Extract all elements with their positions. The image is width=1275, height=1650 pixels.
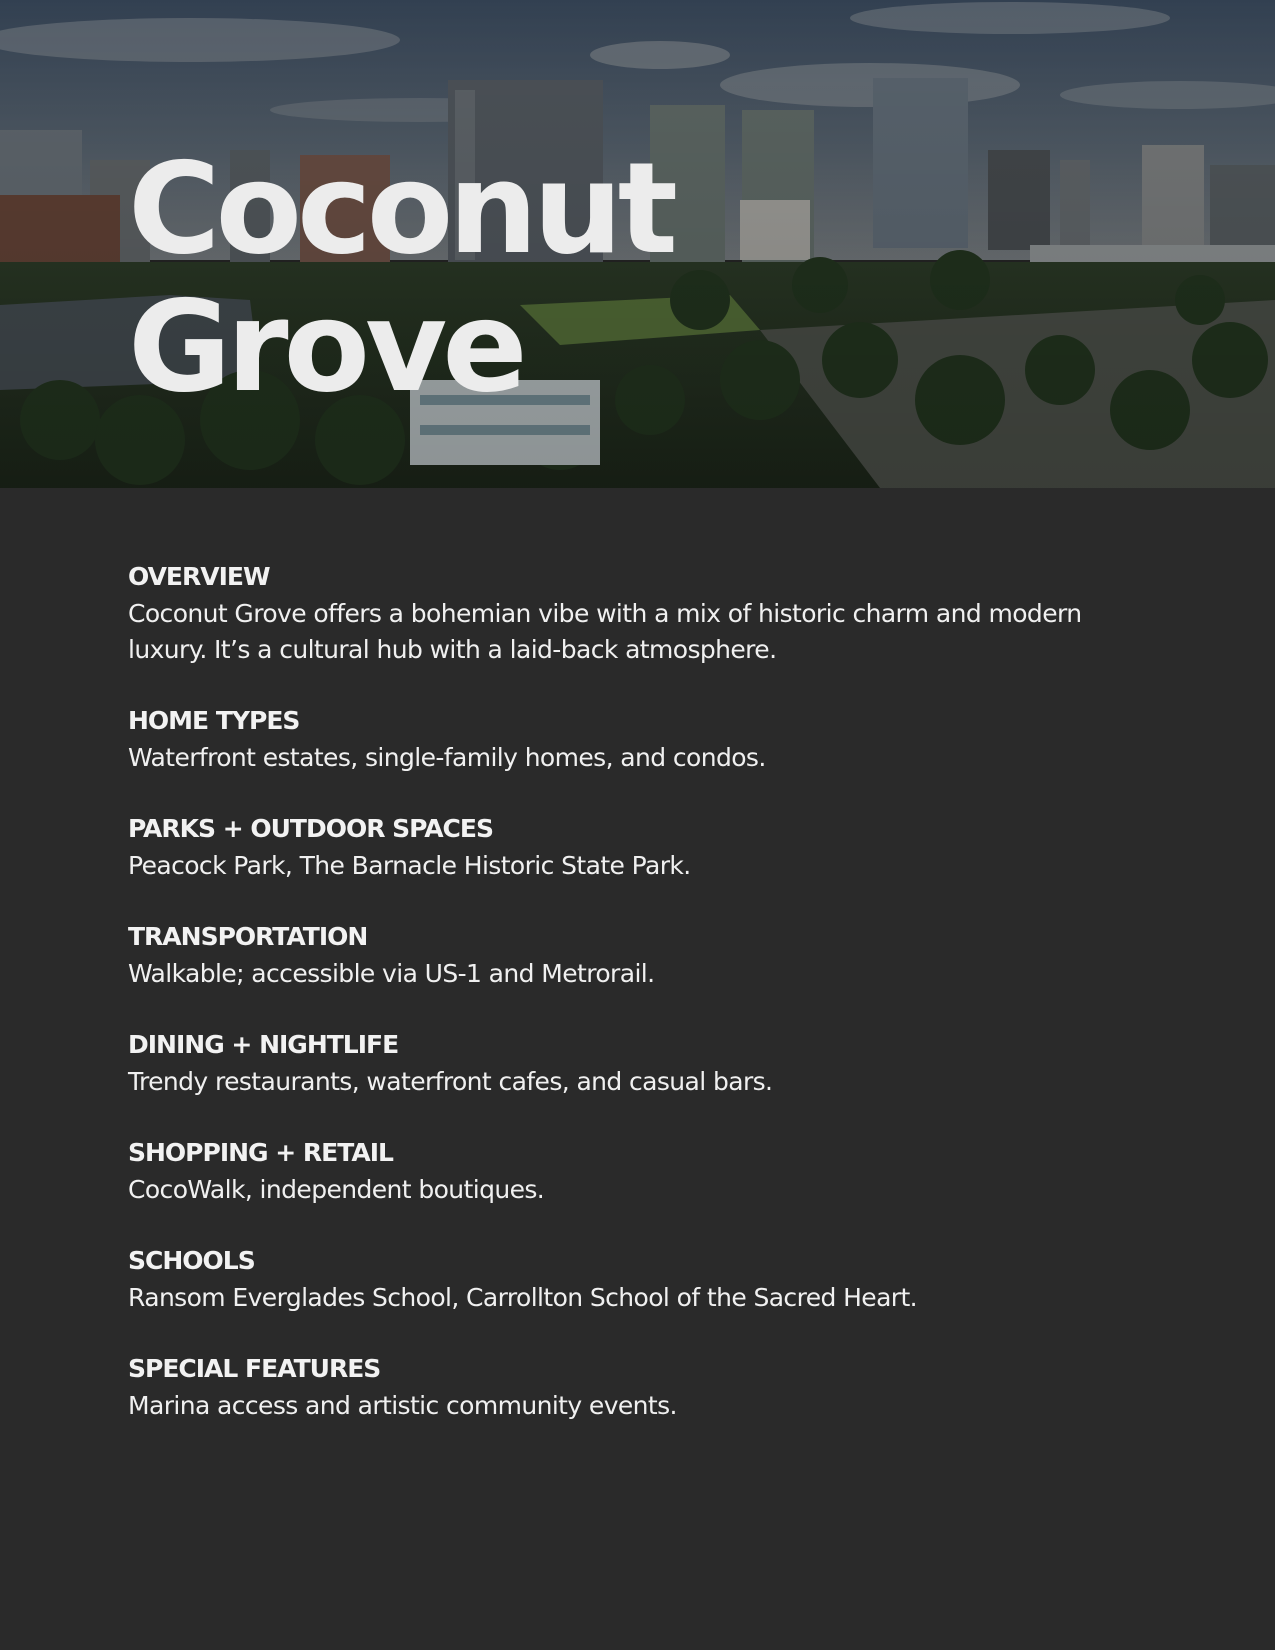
section-heading: PARKS + OUTDOOR SPACES [128,814,493,843]
section-body: Trendy restaurants, waterfront cafes, and casual bars. [128,1067,773,1096]
section-shopping [128,1136,1148,1208]
section-schools [128,1244,1148,1316]
page-title [128,135,673,420]
section-special-features [128,1352,1148,1424]
section-body: Marina access and artistic community events. [128,1391,677,1420]
section-transportation [128,920,1148,992]
section-body: Peacock Park, The Barnacle Historic State Park. [128,851,691,880]
details-content [128,560,1148,1460]
section-body: CocoWalk, independent boutiques. [128,1175,545,1204]
section-dining [128,1028,1148,1100]
section-heading: SHOPPING + RETAIL [128,1138,393,1167]
section-body: Waterfront estates, single-family homes, and condos. [128,743,766,772]
section-overview [128,560,1148,668]
section-heading: SCHOOLS [128,1246,255,1275]
hero-banner [0,0,1275,488]
section-heading: DINING + NIGHTLIFE [128,1030,399,1059]
title-line-2: Grove [128,273,523,420]
section-heading: OVERVIEW [128,562,270,591]
section-heading: HOME TYPES [128,706,300,735]
section-body: Coconut Grove offers a bohemian vibe with a mix of historic charm and modern luxury. It’s a cultural hub with a laid-back atmosphere. [128,599,1082,664]
section-home-types [128,704,1148,776]
title-line-1: Coconut [128,135,673,282]
section-heading: TRANSPORTATION [128,922,368,951]
section-body: Ransom Everglades School, Carrollton School of the Sacred Heart. [128,1283,918,1312]
section-heading: SPECIAL FEATURES [128,1354,381,1383]
section-body: Walkable; accessible via US-1 and Metrorail. [128,959,655,988]
section-parks [128,812,1148,884]
